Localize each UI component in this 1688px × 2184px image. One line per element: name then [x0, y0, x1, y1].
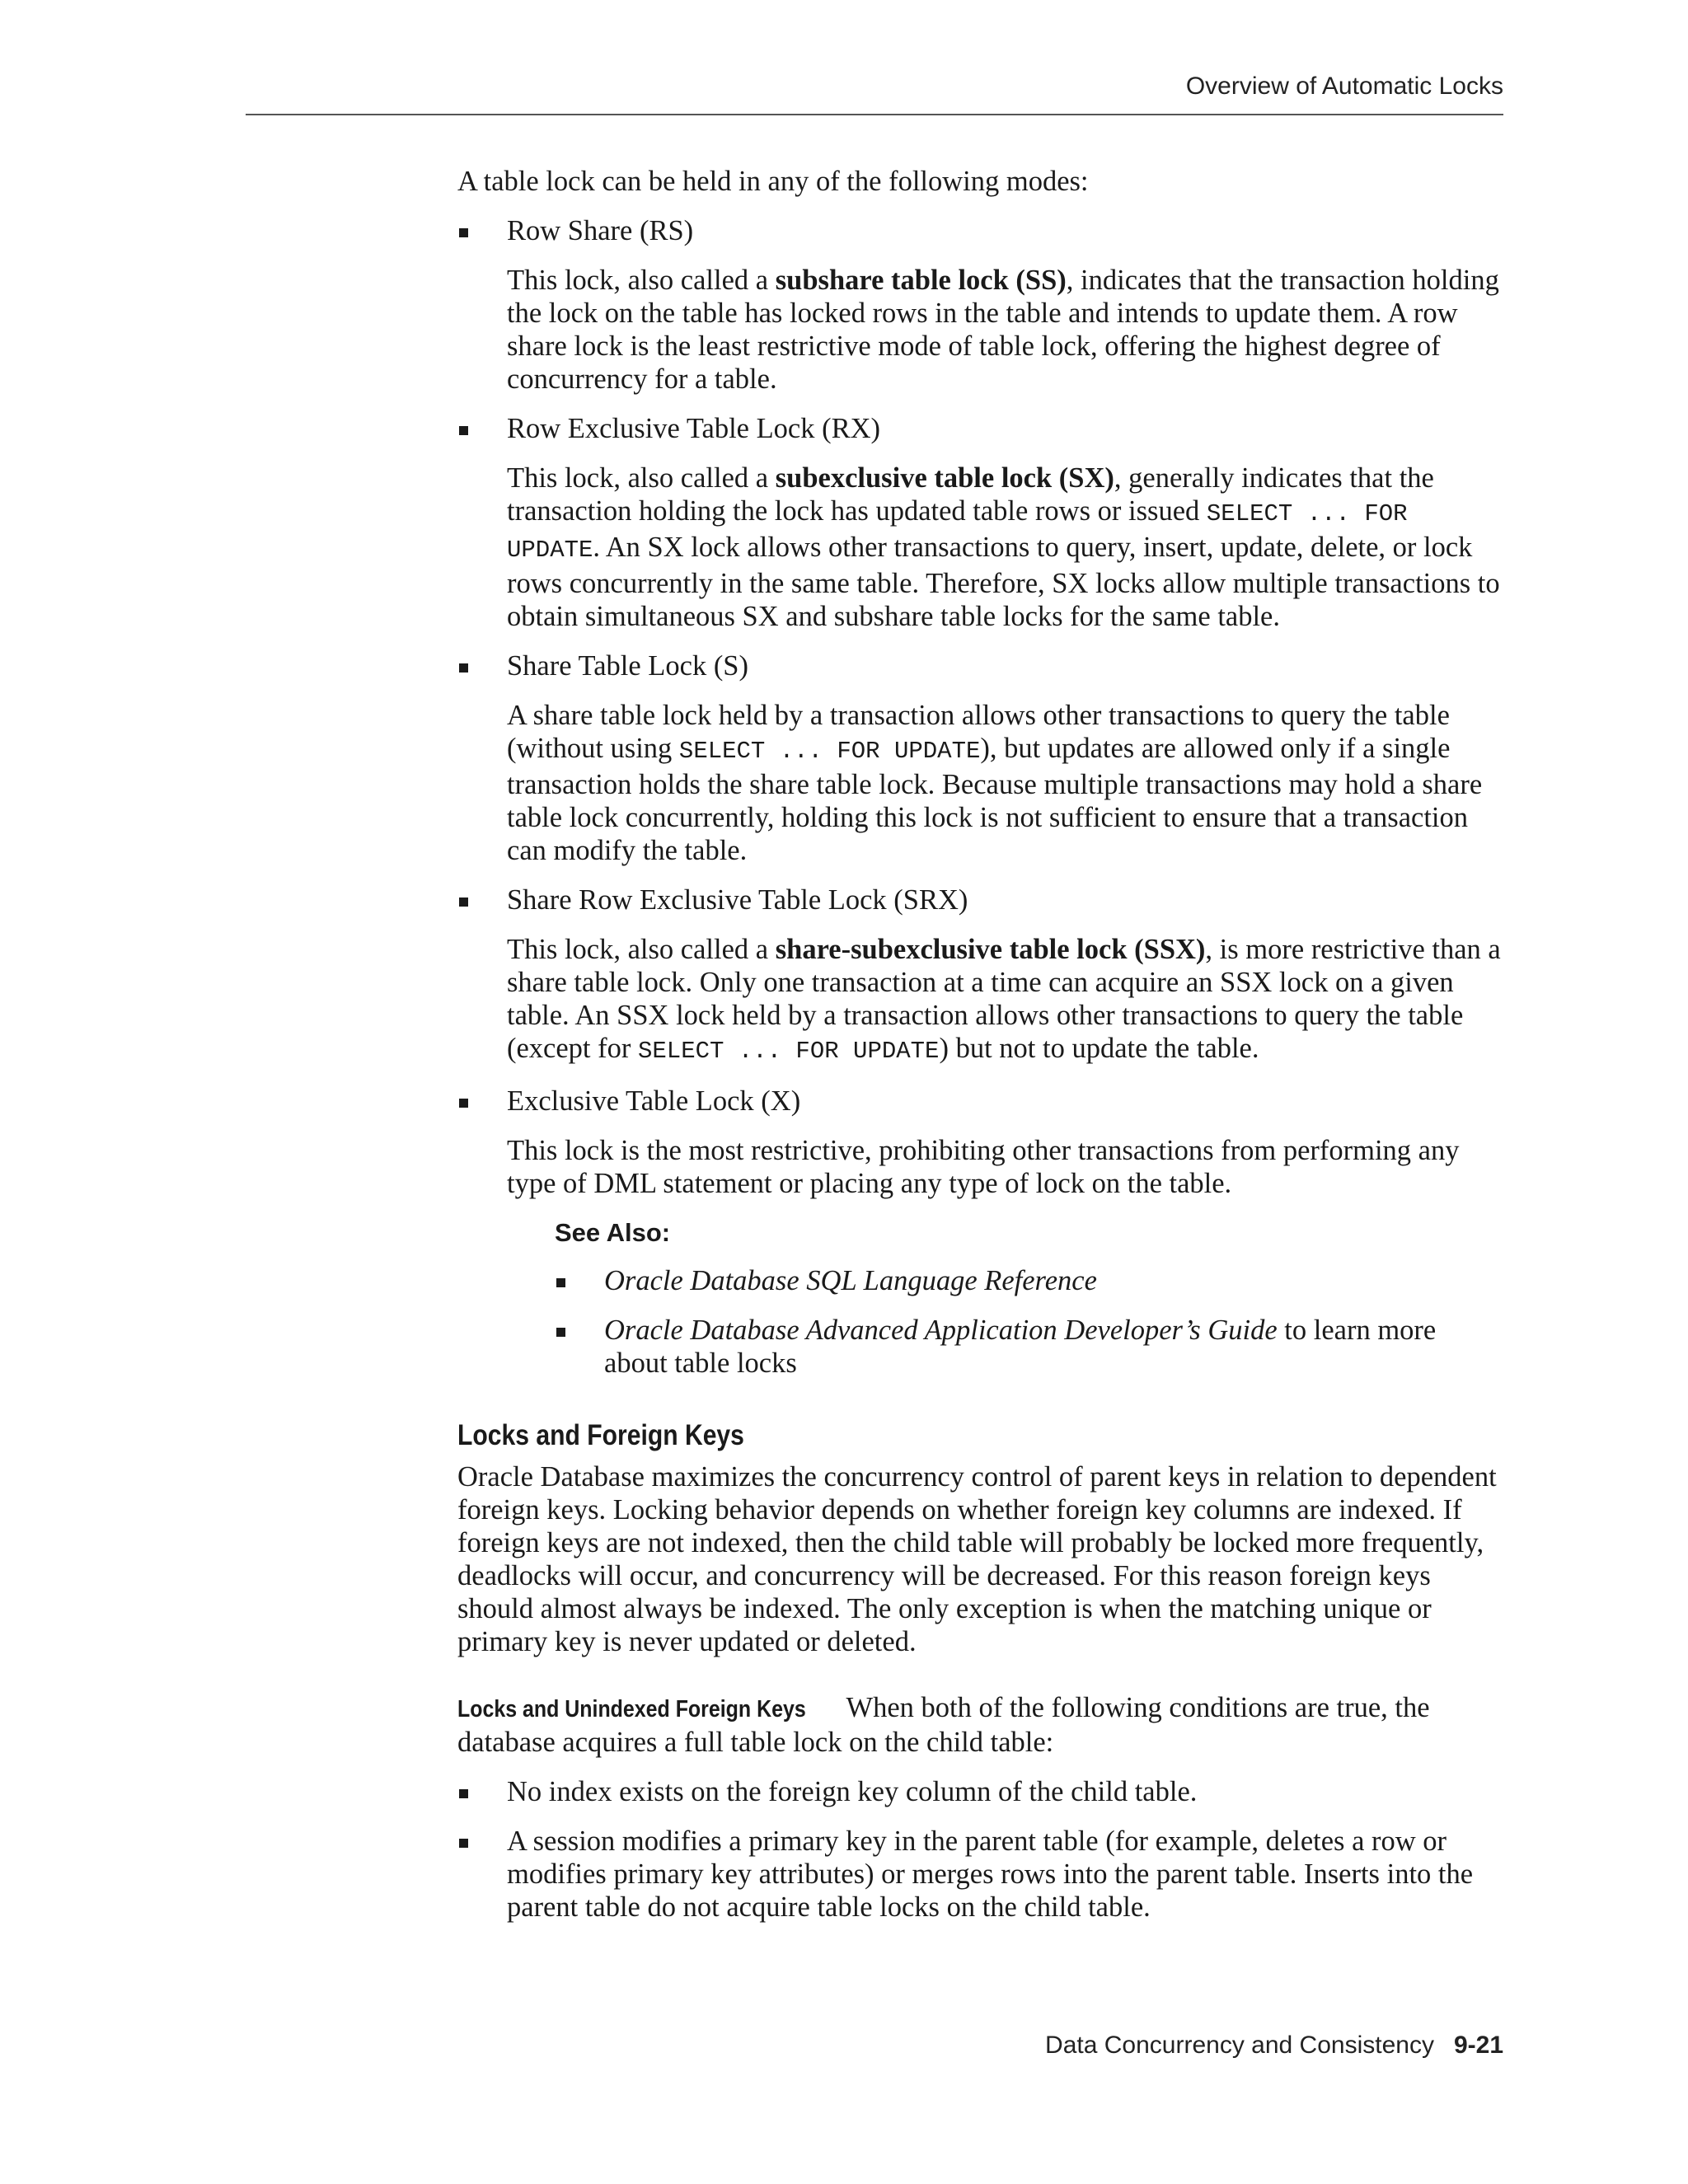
mode-title-share-row-exclusive: Share Row Exclusive Table Lock (SRX)	[457, 883, 1506, 916]
page-footer	[1045, 2032, 1503, 2060]
section-heading: Locks and Foreign Keys	[457, 1419, 744, 1451]
see-also-link[interactable]: Oracle Database SQL Language Reference	[604, 1265, 1097, 1296]
mode-title-row-exclusive: Row Exclusive Table Lock (RX)	[457, 412, 1506, 445]
mode-desc-share-row-exclusive: This lock, also called a share-subexclusive table lock (SSX), is more restrictive than a share table lock. Only one transaction at a time can acquire an SSX lock on a given table. An SSX lock held by a transaction allows other transactions to query the table (except for SELECT ... FOR UPDATE) but not to update the table.	[507, 934, 1501, 1065]
page-content	[457, 165, 1506, 1940]
subsection-heading: Locks and Unindexed Foreign Keys	[457, 1696, 806, 1722]
see-also-box	[457, 1216, 1506, 1380]
see-also-link[interactable]: Oracle Database Advanced Application Developer’s Guide	[604, 1315, 1278, 1346]
mode-title-share: Share Table Lock (S)	[457, 649, 1506, 682]
code-select-for-update: SELECT ... FOR UPDATE	[507, 500, 1408, 564]
term-subexclusive: subexclusive table lock (SX)	[775, 462, 1114, 494]
condition-item: A session modifies a primary key in the parent table (for example, deletes a row or modifies primary key attributes) or merges rows into the parent table. Inserts into the parent table do not acquire table locks on the child table.	[457, 1825, 1506, 1924]
footer-chapter: Data Concurrency and Consistency	[1045, 2032, 1434, 2059]
code-select-for-update: SELECT ... FOR UPDATE	[638, 1038, 940, 1065]
section-paragraph: Oracle Database maximizes the concurrency control of parent keys in relation to dependent foreign keys. Locking behavior depends on whether foreign key columns are indexed. If foreign keys are not indexed, then the child table will probably be locked more frequently, deadlocks will occur, and concurrency will be decreased. For this reason foreign keys should almost always be indexed. The only exception is when the matching unique or primary key is never updated or deleted.	[457, 1461, 1497, 1657]
mode-desc-share: A share table lock held by a transaction allows other transactions to query the table (without using SELECT ... FOR UPDATE), but updates are allowed only if a single transaction holds the share table lock. Because multiple transactions may hold a share table lock concurrently, holding this lock is not sufficient to ensure that a transaction can modify the table.	[507, 700, 1483, 866]
subsection-paragraph: Locks and Unindexed Foreign Keys When both of the following conditions are true, the database acquires a full table lock on the child table:	[457, 1692, 1430, 1758]
mode-title-exclusive: Exclusive Table Lock (X)	[457, 1085, 1506, 1118]
term-share-subexclusive: share-subexclusive table lock (SSX)	[775, 934, 1206, 965]
header-rule	[246, 114, 1503, 115]
term-subshare: subshare table lock (SS)	[775, 265, 1067, 296]
code-select-for-update: SELECT ... FOR UPDATE	[678, 738, 981, 765]
intro-paragraph: A table lock can be held in any of the following modes:	[457, 166, 1089, 197]
mode-title-row-share: Row Share (RS)	[457, 214, 1506, 247]
see-also-label: See Also:	[555, 1218, 671, 1247]
see-also-item: Oracle Database Advanced Application Developer’s Guide to learn more about table locks	[555, 1314, 1506, 1380]
page-number: 9-21	[1453, 2032, 1503, 2059]
condition-item: No index exists on the foreign key column of the child table.	[457, 1775, 1506, 1808]
running-head: Overview of Automatic Locks	[1185, 73, 1503, 100]
mode-desc-row-exclusive: This lock, also called a subexclusive table lock (SX), generally indicates that the transaction holding the lock has updated table rows or issued SELECT ... FOR UPDATE. An SX lock allows other transactions to query, insert, update, delete, or lock rows concurrently in the same table. Therefore, SX locks allow multiple transactions to obtain simultaneous SX and subshare table locks for the same table.	[507, 462, 1500, 632]
mode-desc-row-share: This lock, also called a subshare table lock (SS), indicates that the transaction holding the lock on the table has locked rows in the table and intends to update them. A row share lock is the least restrictive mode of table lock, offering the highest degree of concurrency for a table.	[507, 265, 1499, 395]
see-also-item	[555, 1264, 1506, 1297]
mode-desc-exclusive: This lock is the most restrictive, prohibiting other transactions from performing any type of DML statement or placing any type of lock on the table.	[507, 1135, 1460, 1199]
